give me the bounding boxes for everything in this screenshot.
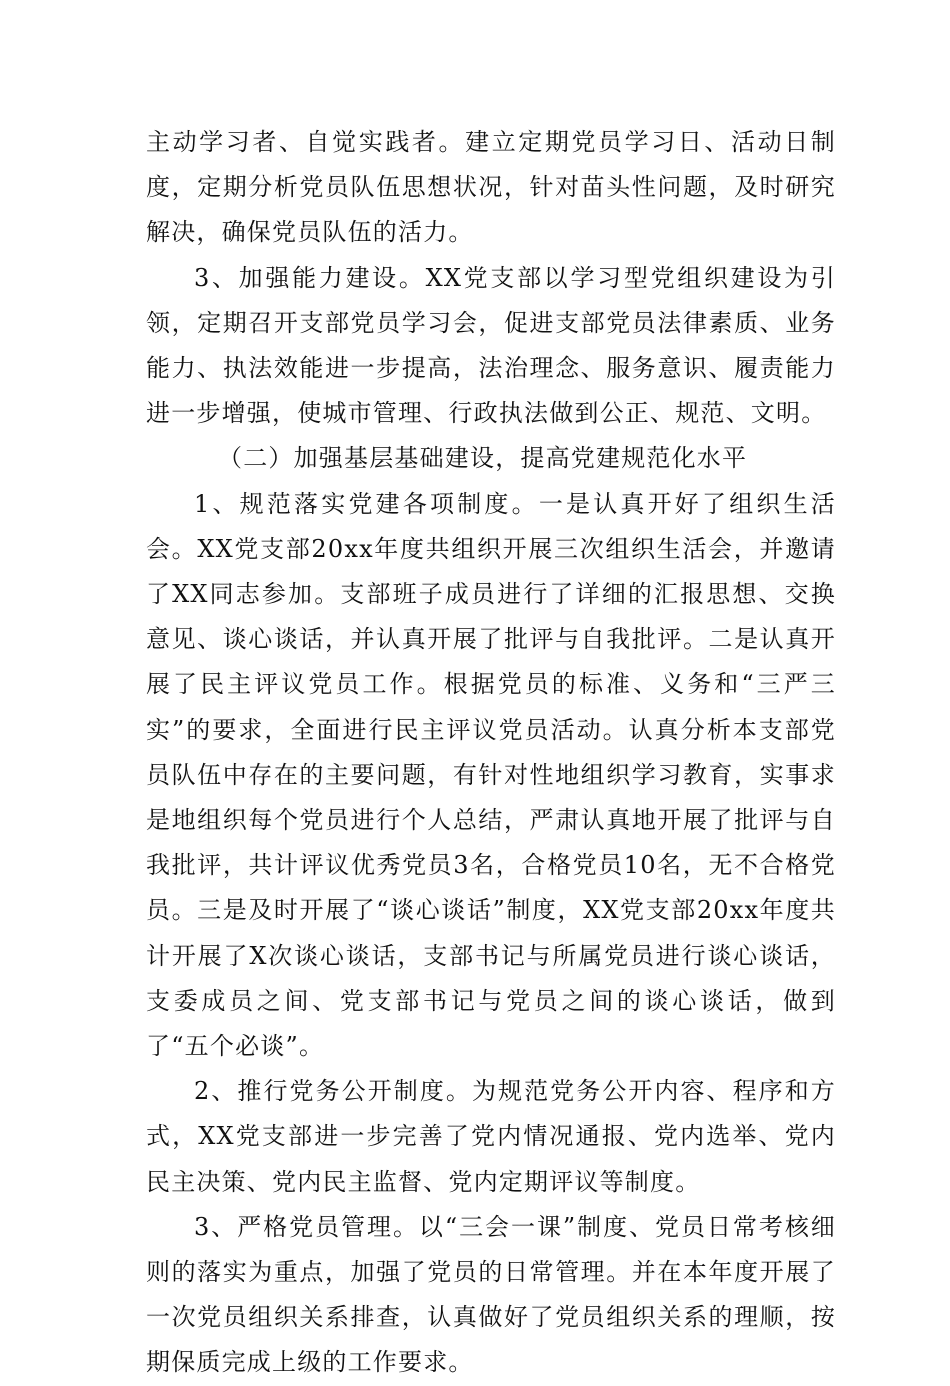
section-heading: （二）加强基层基础建设，提高党建规范化水平 xyxy=(218,444,748,473)
paragraph-capability-building: 3、加强能力建设。XX党支部以学习型党组织建设为引领，定期召开支部党员学习会，促进支部党员法律素质、业务能力、执法效能进一步提高，法治理念、服务意识、履责能力进一步增强，使城市管理、行政执法做到公正、规范、文明。 xyxy=(146,263,836,428)
paragraph-member-management: 3、严格党员管理。以“三会一课”制度、党员日常考核细则的落实为重点，加强了党员的日常管理。并在本年度开展了一次党员组织关系排查，认真做好了党员组织关系的理顺，按期保质完成上级的工作要求。 xyxy=(146,1212,836,1377)
paragraph-party-system: 1、规范落实党建各项制度。一是认真开好了组织生活会。XX党支部20xx年度共组织开展三次组织生活会，并邀请了XX同志参加。支部班子成员进行了详细的汇报思想、交换意见、谈心谈话，并认真开展了批评与自我批评。二是认真开展了民主评议党员工作。根据党员的标准、义务和“三严三实”的要求，全面进行民主评议党员活动。认真分析本支部党员队伍中存在的主要问题，有针对性地组织学习教育，实事求是地组织每个党员进行个人总结，严肃认真地开展了批评与自我批评，共计评议优秀党员3名，合格党员10名，无不合格党员。三是及时开展了“谈心谈话”制度，XX党支部20xx年度共计开展了X次谈心谈话，支部书记与所属党员进行谈心谈话，支委成员之间、党支部书记与党员之间的谈心谈话，做到了“五个必谈”。 xyxy=(146,489,836,1061)
document-body xyxy=(146,120,836,1386)
paragraph-party-affairs-disclosure: 2、推行党务公开制度。为规范党务公开内容、程序和方式，XX党支部进一步完善了党内情况通报、党内选举、党内民主决策、党内民主监督、党内定期评议等制度。 xyxy=(146,1077,836,1196)
paragraph-continuation: 主动学习者、自觉实践者。建立定期党员学习日、活动日制度，定期分析党员队伍思想状况，针对苗头性问题，及时研究解决，确保党员队伍的活力。 xyxy=(146,128,836,247)
